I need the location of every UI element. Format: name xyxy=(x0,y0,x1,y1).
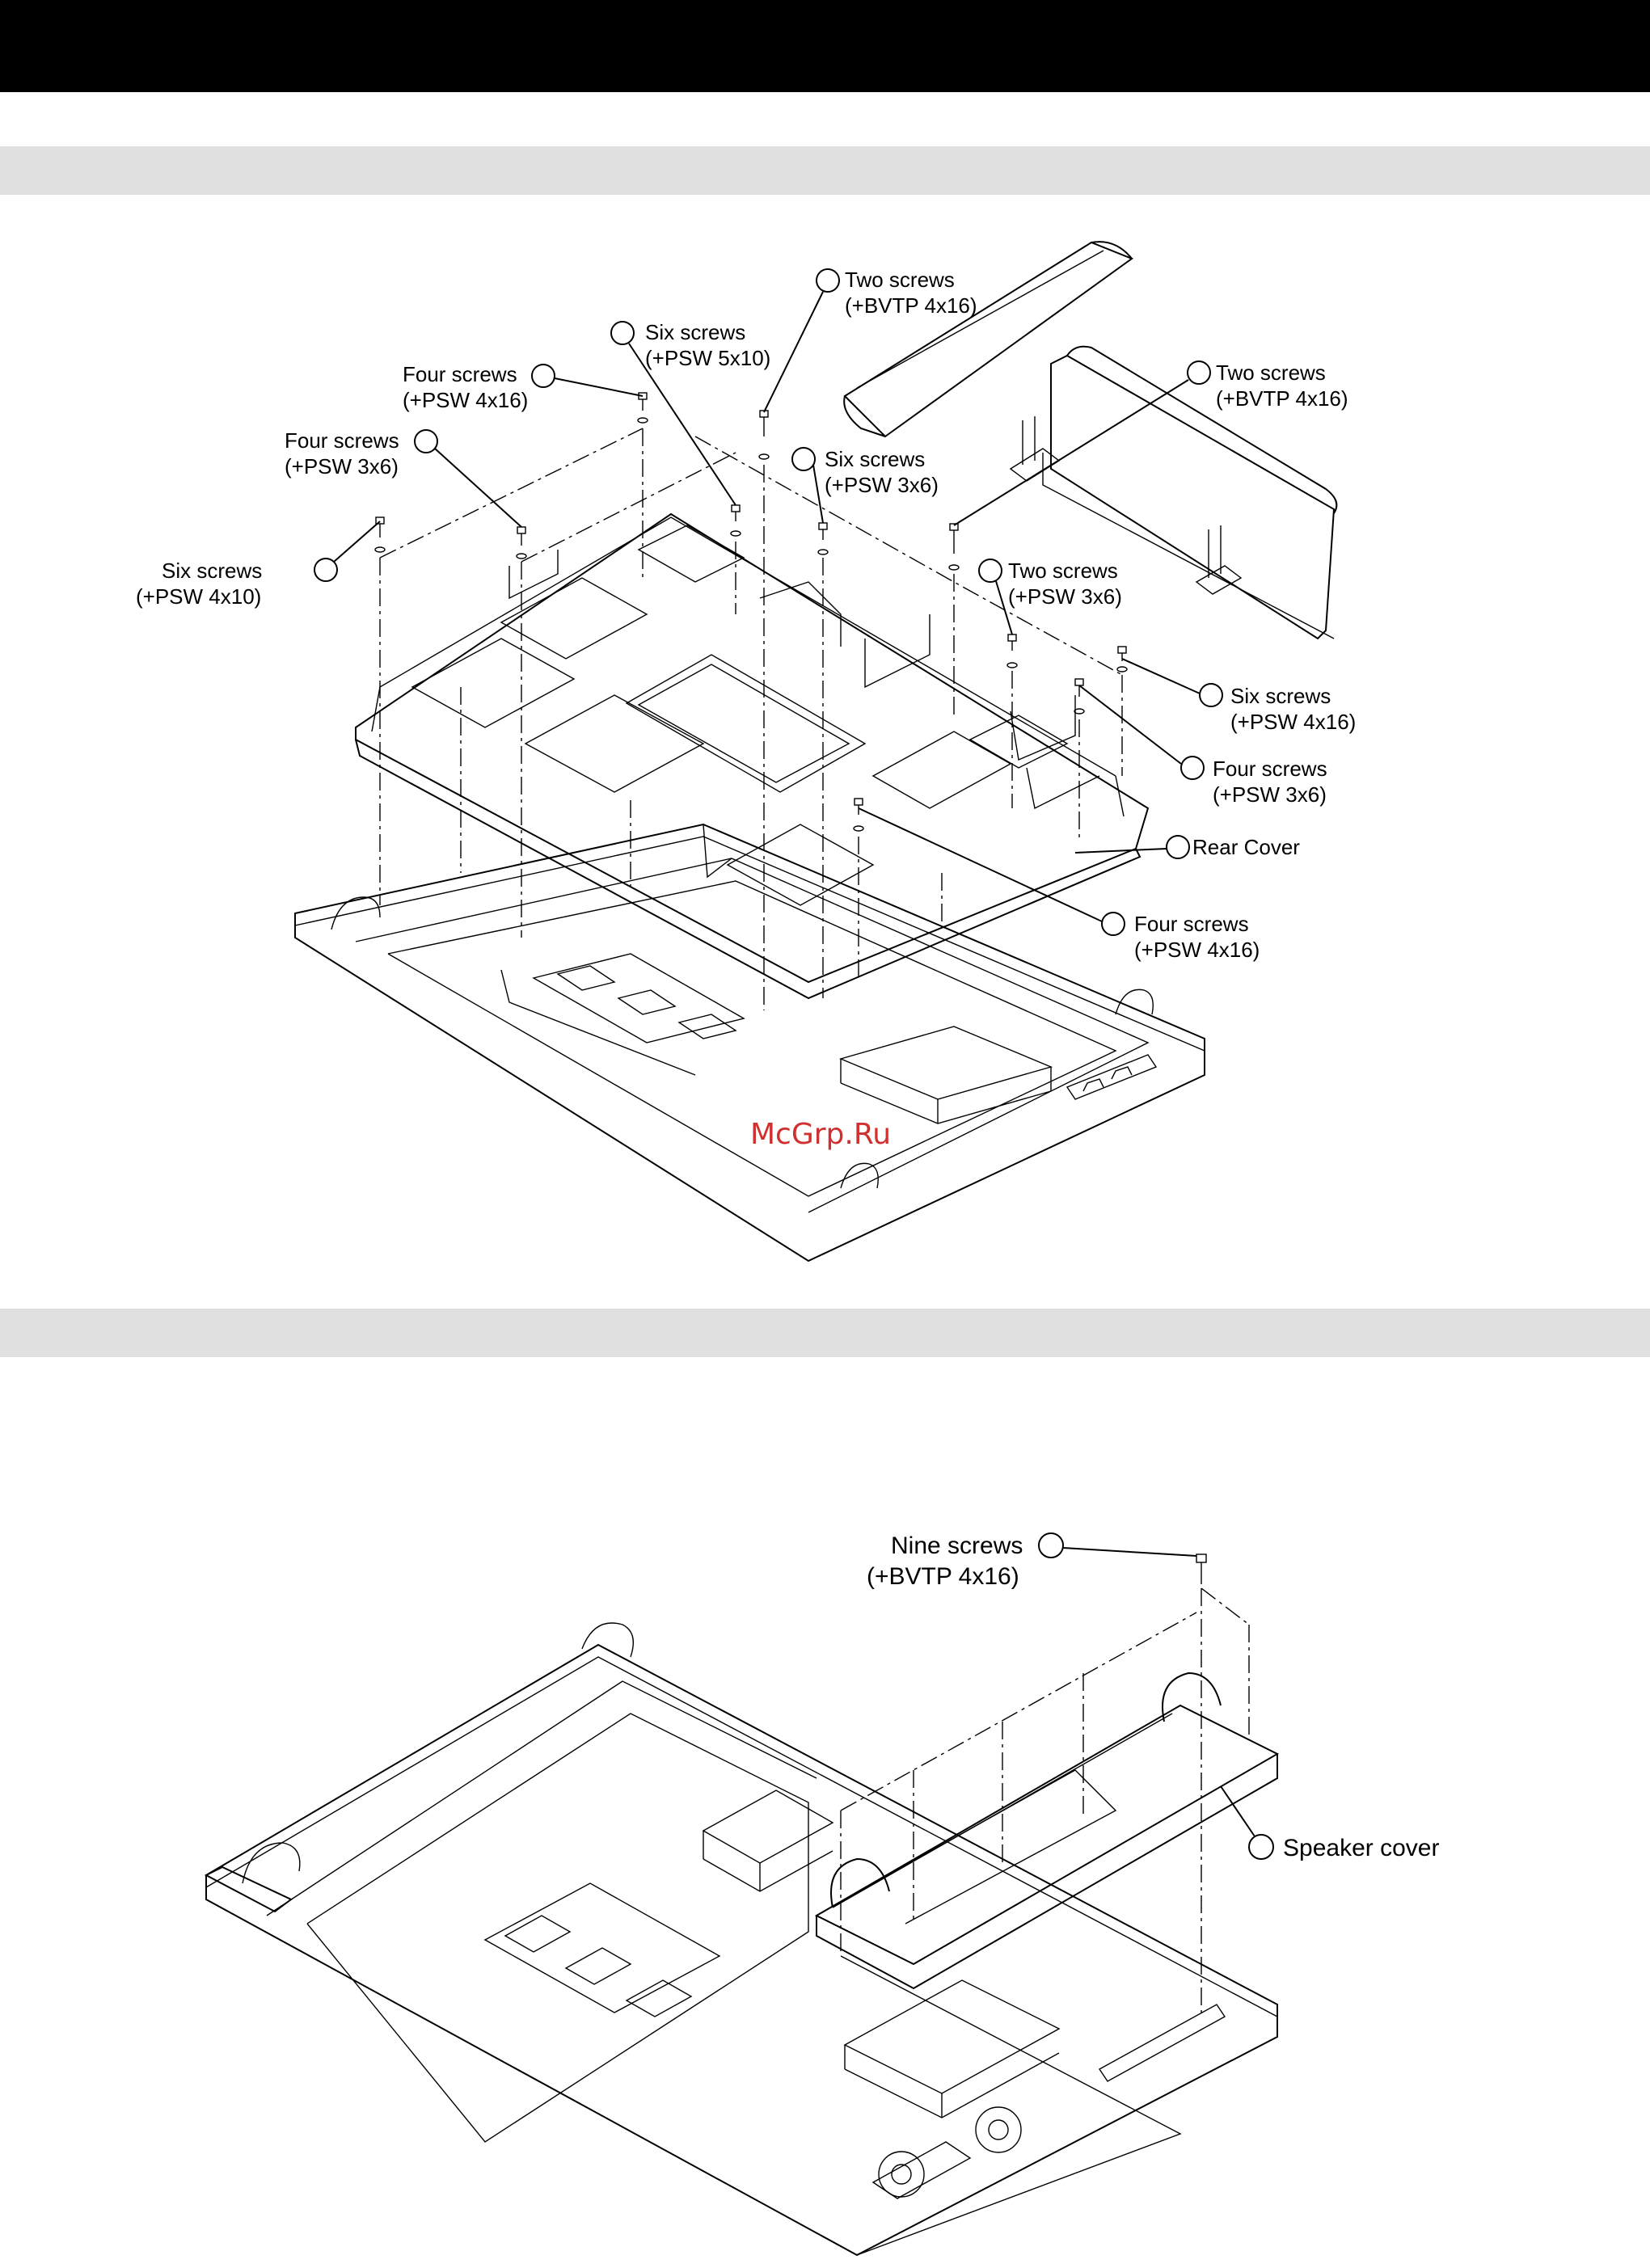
callout-spec-two-screws-psw3x6: (+PSW 3x6) xyxy=(1008,584,1122,609)
screw-icon xyxy=(949,524,959,570)
screw-icon xyxy=(731,505,741,536)
callout-title-rear-cover: Rear Cover xyxy=(1192,835,1300,859)
watermark: McGrp.Ru xyxy=(750,1118,892,1151)
callout-title-four-screws-psw3x6-left: Four screws xyxy=(285,428,399,453)
callout-title-four-screws-psw4x16-bottom: Four screws xyxy=(1134,912,1249,936)
callout-title-six-screws-psw4x10: Six screws xyxy=(162,559,263,583)
front-chassis-drawing xyxy=(295,824,1205,1261)
callout-leaders-fig2 xyxy=(1039,1533,1273,1859)
screw-icons-fig2 xyxy=(1196,1554,1206,1584)
screw-icon xyxy=(1196,1554,1206,1584)
callout-spec-six-screws-psw4x16: (+PSW 4x16) xyxy=(1230,710,1357,734)
screw-icon xyxy=(517,527,526,559)
screw-icon xyxy=(375,517,385,552)
callout-title-six-screws-psw5x10: Six screws xyxy=(645,320,746,344)
callout-title-two-screws-bvtp: Two screws xyxy=(845,268,955,292)
screw-icon xyxy=(1074,679,1084,714)
callout-spec-four-screws-psw3x6-right: (+PSW 3x6) xyxy=(1213,782,1327,807)
callout-title-speaker-cover: Speaker cover xyxy=(1283,1835,1440,1861)
callout-title-six-screws-psw4x16: Six screws xyxy=(1230,684,1331,708)
speaker-cover-drawing xyxy=(817,1673,1277,1988)
callout-spec-two-screws-bvtp-right: (+BVTP 4x16) xyxy=(1216,386,1348,411)
callout-spec-four-screws-psw4x16-top: (+PSW 4x16) xyxy=(403,388,529,412)
figure-rear-cover-removal xyxy=(136,242,1356,1261)
callout-title-four-screws-psw3x6-right: Four screws xyxy=(1213,757,1327,781)
screw-icon xyxy=(818,523,828,554)
screw-icon xyxy=(638,393,648,423)
callout-spec-four-screws-psw4x16-bottom: (+PSW 4x16) xyxy=(1134,938,1260,962)
callout-title-nine-screws: Nine screws xyxy=(891,1532,1023,1559)
callout-title-six-screws-psw3x6: Six screws xyxy=(825,447,926,471)
callout-spec-six-screws-psw3x6: (+PSW 3x6) xyxy=(825,473,939,497)
callout-spec-two-screws-bvtp: (+BVTP 4x16) xyxy=(845,293,977,318)
callout-spec-nine-screws: (+BVTP 4x16) xyxy=(867,1563,1019,1590)
callout-spec-four-screws-psw3x6-left: (+PSW 3x6) xyxy=(285,454,399,478)
callout-title-two-screws-psw3x6: Two screws xyxy=(1008,559,1118,583)
callout-spec-six-screws-psw5x10: (+PSW 5x10) xyxy=(645,346,771,370)
screw-icon xyxy=(854,799,863,831)
callout-title-four-screws-psw4x16-top: Four screws xyxy=(403,362,517,386)
screw-icon xyxy=(1007,634,1017,668)
alignment-lines-fig2 xyxy=(841,1588,1249,2013)
figure-speaker-cover-removal xyxy=(206,1532,1439,2255)
front-chassis-drawing-fig2 xyxy=(206,1623,1277,2255)
callout-spec-six-screws-psw4x10: (+PSW 4x10) xyxy=(136,584,262,609)
screw-icon xyxy=(759,411,769,459)
callout-labels-fig2 xyxy=(867,1532,1439,1861)
callout-title-two-screws-bvtp-right: Two screws xyxy=(1216,360,1326,385)
